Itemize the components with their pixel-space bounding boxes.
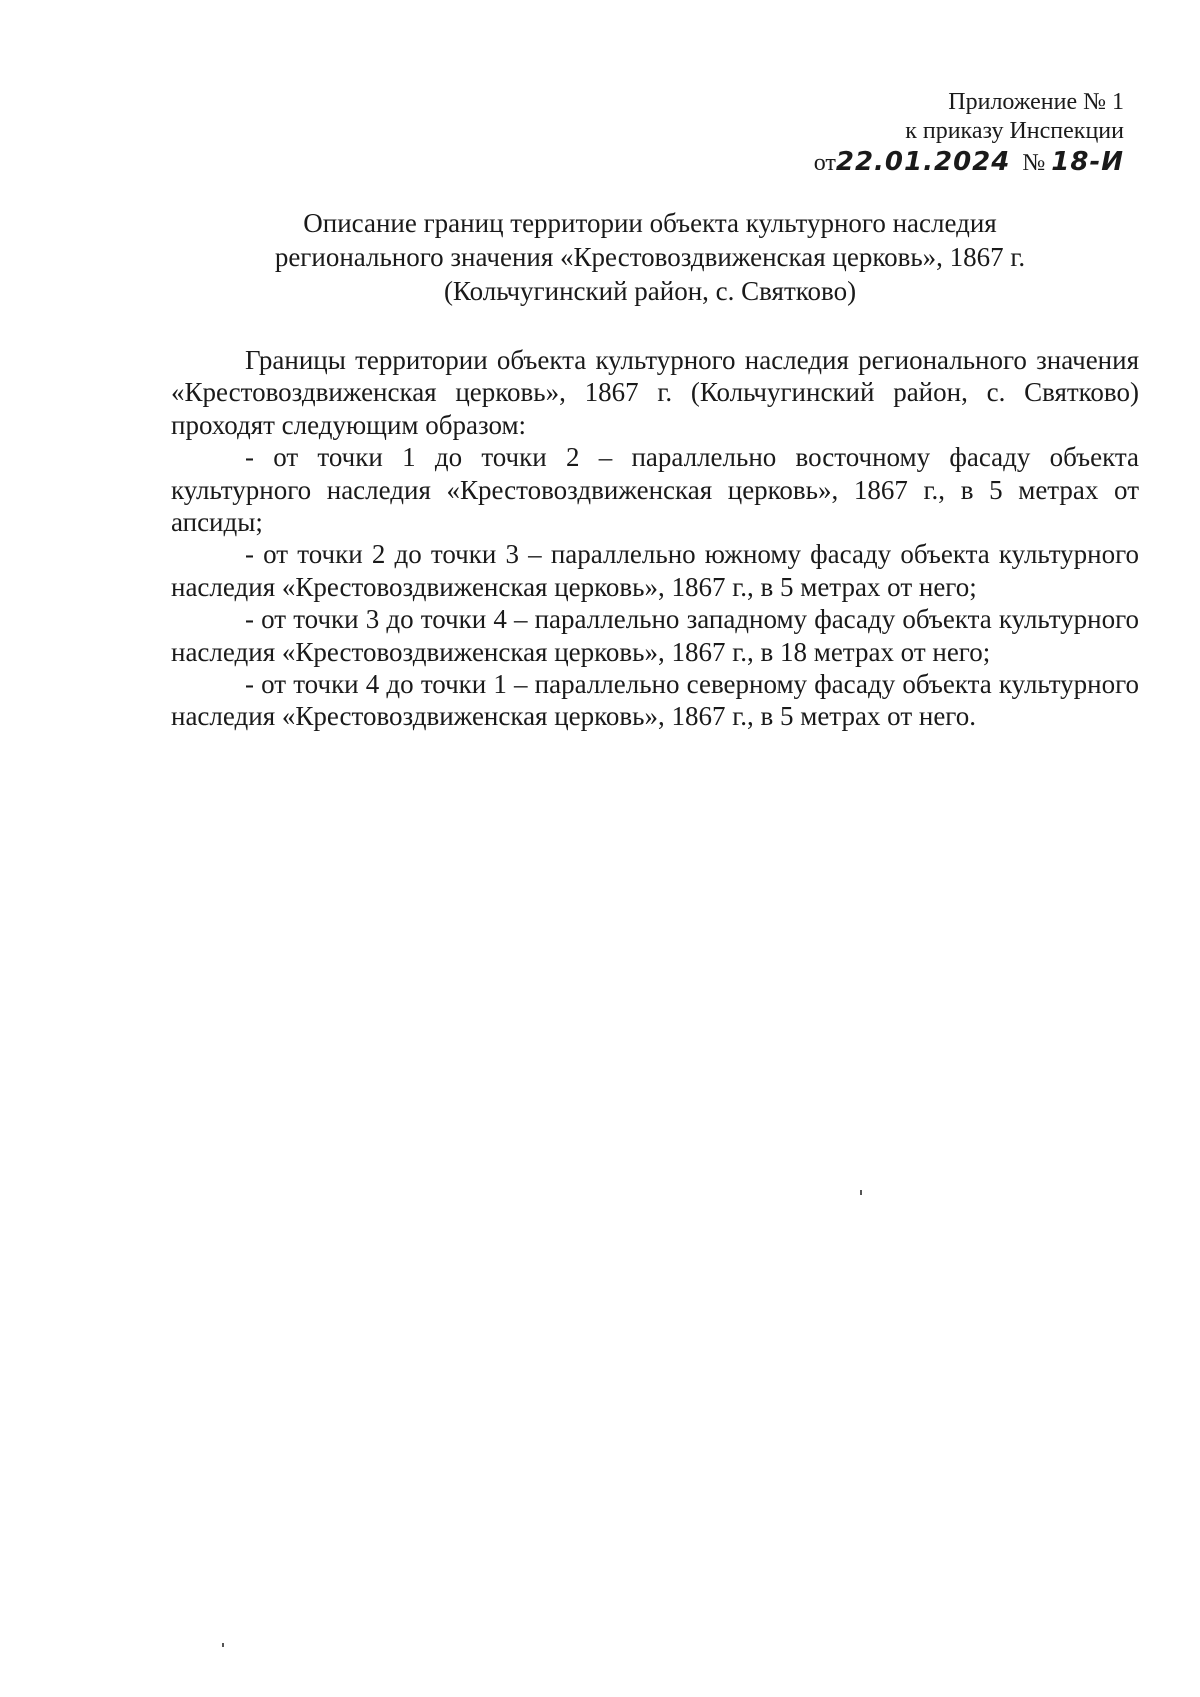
- document-body: [171, 344, 1139, 733]
- title-line-1: Описание границ территории объекта культурного наследия: [303, 208, 997, 238]
- boundary-item-1: - от точки 1 до точки 2 – параллельно восточному фасаду объекта культурного наследия «Крестовоздвиженская церковь», 1867 г., в 5 метрах от апсиды;: [171, 442, 1139, 538]
- appendix-number: Приложение № 1: [948, 89, 1124, 115]
- handwritten-number: 18-И: [1051, 147, 1124, 177]
- appendix-date-line: [814, 146, 1124, 179]
- appendix-header: [814, 88, 1124, 179]
- title-line-3: (Кольчугинский район, с. Святково): [443, 276, 857, 306]
- title-line-2: регионального значения «Крестовоздвиженская церковь», 1867 г.: [274, 242, 1026, 272]
- boundary-item-4: - от точки 4 до точки 1 – параллельно северному фасаду объекта культурного наследия «Крестовоздвиженская церковь», 1867 г., в 5 метрах от него.: [171, 669, 1139, 732]
- date-prefix: от: [813, 150, 836, 176]
- boundary-item-3: - от точки 3 до точки 4 – параллельно западному фасаду объекта культурного наследия «Крестовоздвиженская церковь», 1867 г., в 18 метрах от него;: [171, 604, 1139, 667]
- scan-speck: [860, 1190, 862, 1195]
- document-title: [160, 206, 1140, 308]
- appendix-order-reference: к приказу Инспекции: [905, 118, 1124, 144]
- number-prefix: №: [1022, 150, 1046, 176]
- boundary-item-2: - от точки 2 до точки 3 – параллельно южному фасаду объекта культурного наследия «Крестовоздвиженская церковь», 1867 г., в 5 метрах от него;: [171, 539, 1139, 602]
- handwritten-date: 22.01.2024: [835, 147, 1011, 177]
- scan-speck: [222, 1643, 224, 1647]
- intro-paragraph: Границы территории объекта культурного наследия регионального значения «Крестовоздвиженская церковь», 1867 г. (Кольчугинский район, с. Святково) проходят следующим образом:: [171, 345, 1139, 440]
